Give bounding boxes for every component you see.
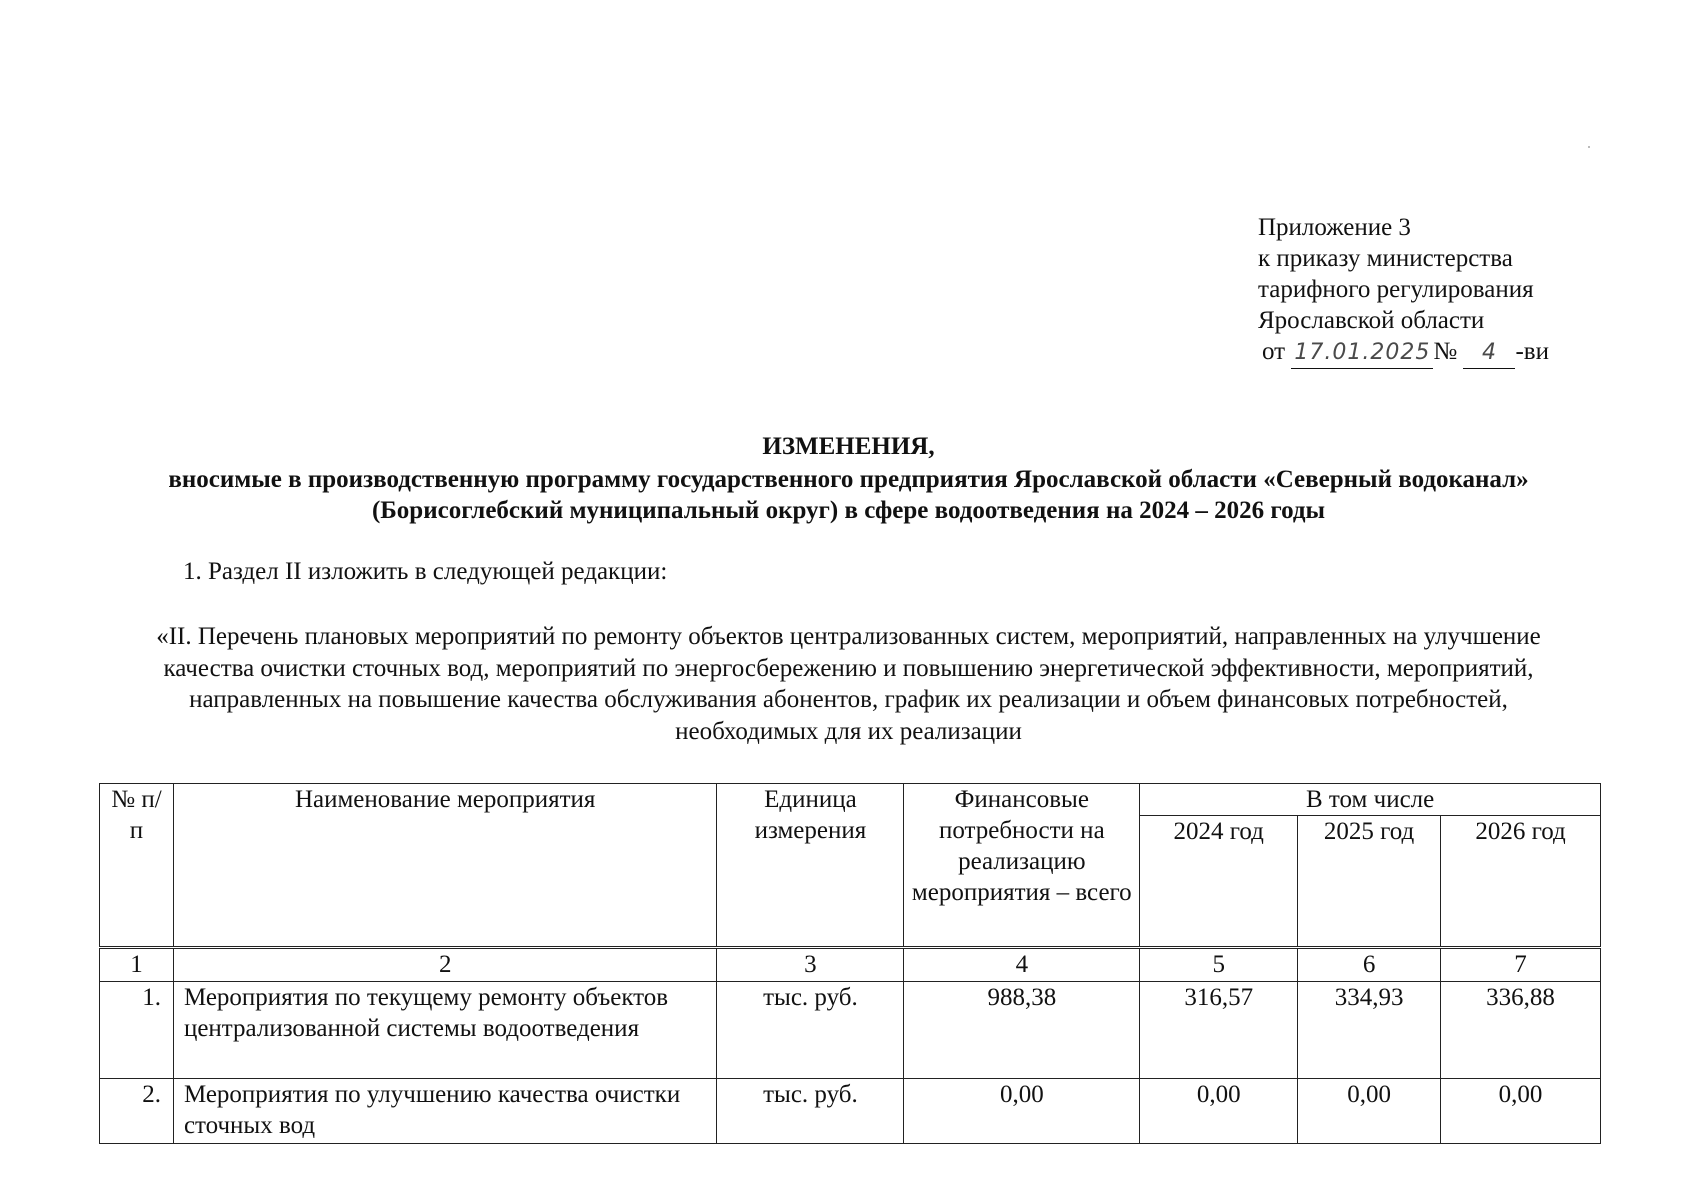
number-label: №: [1433, 338, 1458, 365]
row-number: 1.: [100, 982, 174, 1079]
row-2024: 0,00: [1140, 1079, 1298, 1144]
header-including: В том числе: [1140, 784, 1601, 816]
document-subtitle: вносимые в производственную программу государственного предприятия Ярославской области «Северный водоканал» (Борисоглебский муниципальный округ) в сфере водоотведения на 2024 – 2026 годы: [168, 466, 1529, 524]
row-2024: 316,57: [1140, 982, 1298, 1079]
document-title: ИЗМЕНЕНИЯ,: [762, 433, 935, 460]
column-number-cell: 5: [1140, 948, 1298, 982]
table-column-numbers-row: [100, 948, 1601, 982]
header-year-2026: 2026 год: [1441, 816, 1601, 948]
handwritten-date: 17.01.2025: [1291, 337, 1433, 369]
column-number-cell: 2: [173, 948, 717, 982]
header-total: Финансовые потребности на реализацию мероприятия – всего: [904, 784, 1140, 948]
column-number-cell: 3: [717, 948, 904, 982]
table-row: [100, 1079, 1601, 1144]
appendix-order-line: [1262, 336, 1549, 369]
header-name: Наименование мероприятия: [173, 784, 717, 948]
column-number-cell: 4: [904, 948, 1140, 982]
appendix-line-1: Приложение 3: [1258, 214, 1411, 241]
scan-speck: [1588, 146, 1590, 148]
appendix-line-2: к приказу министерства: [1258, 245, 1513, 272]
item-1-text: 1. Раздел II изложить в следующей редакции:: [183, 558, 668, 585]
column-number-cell: 7: [1441, 948, 1601, 982]
row-name: Мероприятия по улучшению качества очистки сточных вод: [173, 1079, 717, 1144]
table-header-row: [100, 784, 1601, 816]
row-2026: 336,88: [1441, 982, 1601, 1079]
header-unit: Единица измерения: [717, 784, 904, 948]
header-number: № п/п: [100, 784, 174, 948]
row-number: 2.: [100, 1079, 174, 1144]
header-year-2024: 2024 год: [1140, 816, 1298, 948]
number-suffix: -ви: [1515, 338, 1549, 365]
column-number-cell: 6: [1298, 948, 1441, 982]
row-total: 0,00: [904, 1079, 1140, 1144]
appendix-line-3: тарифного регулирования: [1258, 276, 1534, 303]
appendix-line-4: Ярославской области: [1258, 307, 1485, 334]
header-year-2025: 2025 год: [1298, 816, 1441, 948]
column-number-cell: 1: [100, 948, 174, 982]
table-row: [100, 982, 1601, 1079]
row-2025: 0,00: [1298, 1079, 1441, 1144]
appendix-block: [1258, 212, 1549, 369]
row-unit: тыс. руб.: [717, 982, 904, 1079]
plan-table: [99, 783, 1601, 1144]
handwritten-number: 4: [1463, 337, 1515, 369]
section-heading: «II. Перечень плановых мероприятий по ремонту объектов централизованных систем, мероприятий, направленных на улучшение качества очистки сточных вод, мероприятий по энергосбережению и повышению энергетической эффективности, мероприятий, направленных на повышение качества обслуживания абонентов, график их реализации и объем финансовых потребностей, необходимых для их реализации: [156, 623, 1541, 745]
row-name: Мероприятия по текущему ремонту объектов централизованной системы водоотведения: [173, 982, 717, 1079]
row-total: 988,38: [904, 982, 1140, 1079]
from-label: от: [1262, 338, 1286, 365]
row-unit: тыс. руб.: [717, 1079, 904, 1144]
row-2026: 0,00: [1441, 1079, 1601, 1144]
row-2025: 334,93: [1298, 982, 1441, 1079]
